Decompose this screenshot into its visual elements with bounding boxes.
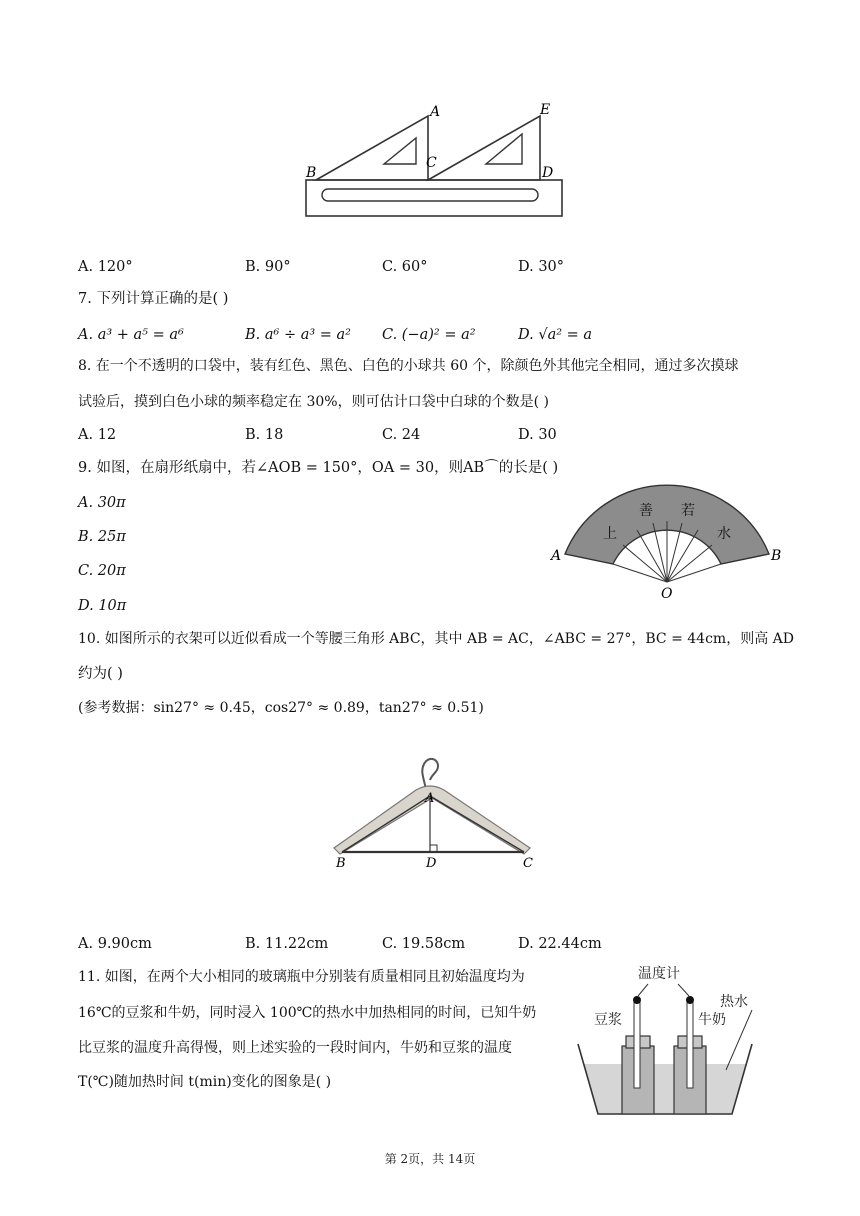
label-c: C <box>426 155 437 171</box>
fan-char-3: 若 <box>681 503 695 519</box>
milk-label: 牛奶 <box>698 1012 726 1028</box>
q8-option-b: B. 18 <box>245 427 284 443</box>
label-a: A <box>430 104 441 120</box>
q11-line3: 比豆浆的温度升高得慢，则上述实验的一段时间内，牛奶和豆浆的温度 <box>78 1040 512 1056</box>
q7-stem: 7. 下列计算正确的是( ) <box>78 291 229 307</box>
q8-option-c: C. 24 <box>382 427 421 443</box>
q11-line4: T(℃)随加热时间 t(min)变化的图象是( ) <box>78 1074 332 1090</box>
q9-option-c: C. 20π <box>78 563 126 579</box>
fan-char-2: 善 <box>639 503 653 519</box>
fan-char-1: 上 <box>603 526 617 542</box>
label-a: A <box>425 791 435 806</box>
q11-line2: 16℃的豆浆和牛奶，同时浸入 100℃的热水中加热相同的时间，已知牛奶 <box>78 1005 537 1021</box>
q9-option-d: D. 10π <box>78 598 127 614</box>
label-b: B <box>306 165 317 181</box>
q8-stem-line1: 8. 在一个不透明的口袋中，装有红色、黑色、白色的小球共 60 个，除颜色外其他完全相同，通过多次摸球 <box>78 358 739 374</box>
hot-water-label: 热水 <box>720 994 748 1010</box>
label-d: D <box>542 165 554 181</box>
q10-option-a: A. 9.90cm <box>78 936 152 952</box>
label-a: A <box>551 548 562 564</box>
q10-stem-line2: 约为( ) <box>78 666 123 682</box>
hanger-figure <box>320 752 545 872</box>
triangle-rulers-figure <box>300 98 570 223</box>
label-o: O <box>661 586 673 602</box>
q10-stem-line1: 10. 如图所示的衣架可以近似看成一个等腰三角形 ABC，其中 AB = AC，∠ABC = 27°，BC = 44cm，则高 AD <box>78 631 794 647</box>
q8-stem-line2: 试验后，摸到白色小球的频率稳定在 30%，则可估计口袋中白球的个数是( ) <box>78 394 549 410</box>
fan-char-4: 水 <box>717 526 731 542</box>
q9-stem: 9. 如图，在扇形纸扇中，若∠AOB = 150°，OA = 30，则AB⌒的长是( ) <box>78 460 559 476</box>
q9-option-a: A. 30π <box>78 495 126 511</box>
q10-option-c: C. 19.58cm <box>382 936 466 952</box>
thermometer-label: 温度计 <box>638 966 680 982</box>
q7-option-b: B. a⁶ ÷ a³ = a² <box>245 327 351 343</box>
q9-option-b: B. 25π <box>78 529 126 545</box>
q8-option-d: D. 30 <box>518 427 557 443</box>
heating-experiment-figure <box>570 962 760 1122</box>
fan-figure <box>545 478 790 608</box>
q6-option-a: A. 120° <box>78 259 133 275</box>
q7-option-c: C. (−a)² = a² <box>382 327 476 343</box>
q10-option-d: D. 22.44cm <box>518 936 602 952</box>
q7-option-a: A. a³ + a⁵ = a⁶ <box>78 327 184 343</box>
q11-line1: 11. 如图，在两个大小相同的玻璃瓶中分别装有质量相同且初始温度均为 <box>78 969 525 985</box>
label-d: D <box>426 856 437 871</box>
q6-option-b: B. 90° <box>245 259 291 275</box>
label-b: B <box>771 548 782 564</box>
q10-option-b: B. 11.22cm <box>245 936 329 952</box>
q8-option-a: A. 12 <box>78 427 117 443</box>
q6-option-d: D. 30° <box>518 259 565 275</box>
label-c: C <box>523 856 533 871</box>
q10-reference-data: (参考数据：sin27° ≈ 0.45，cos27° ≈ 0.89，tan27° ≈ 0.51) <box>78 700 484 716</box>
q7-option-d: D. √a² = a <box>518 327 593 343</box>
soy-milk-label: 豆浆 <box>594 1012 622 1028</box>
q6-option-c: C. 60° <box>382 259 428 275</box>
label-b: B <box>336 856 346 871</box>
page-number: 第 2页，共 14页 <box>384 1152 476 1166</box>
label-e: E <box>540 102 551 118</box>
